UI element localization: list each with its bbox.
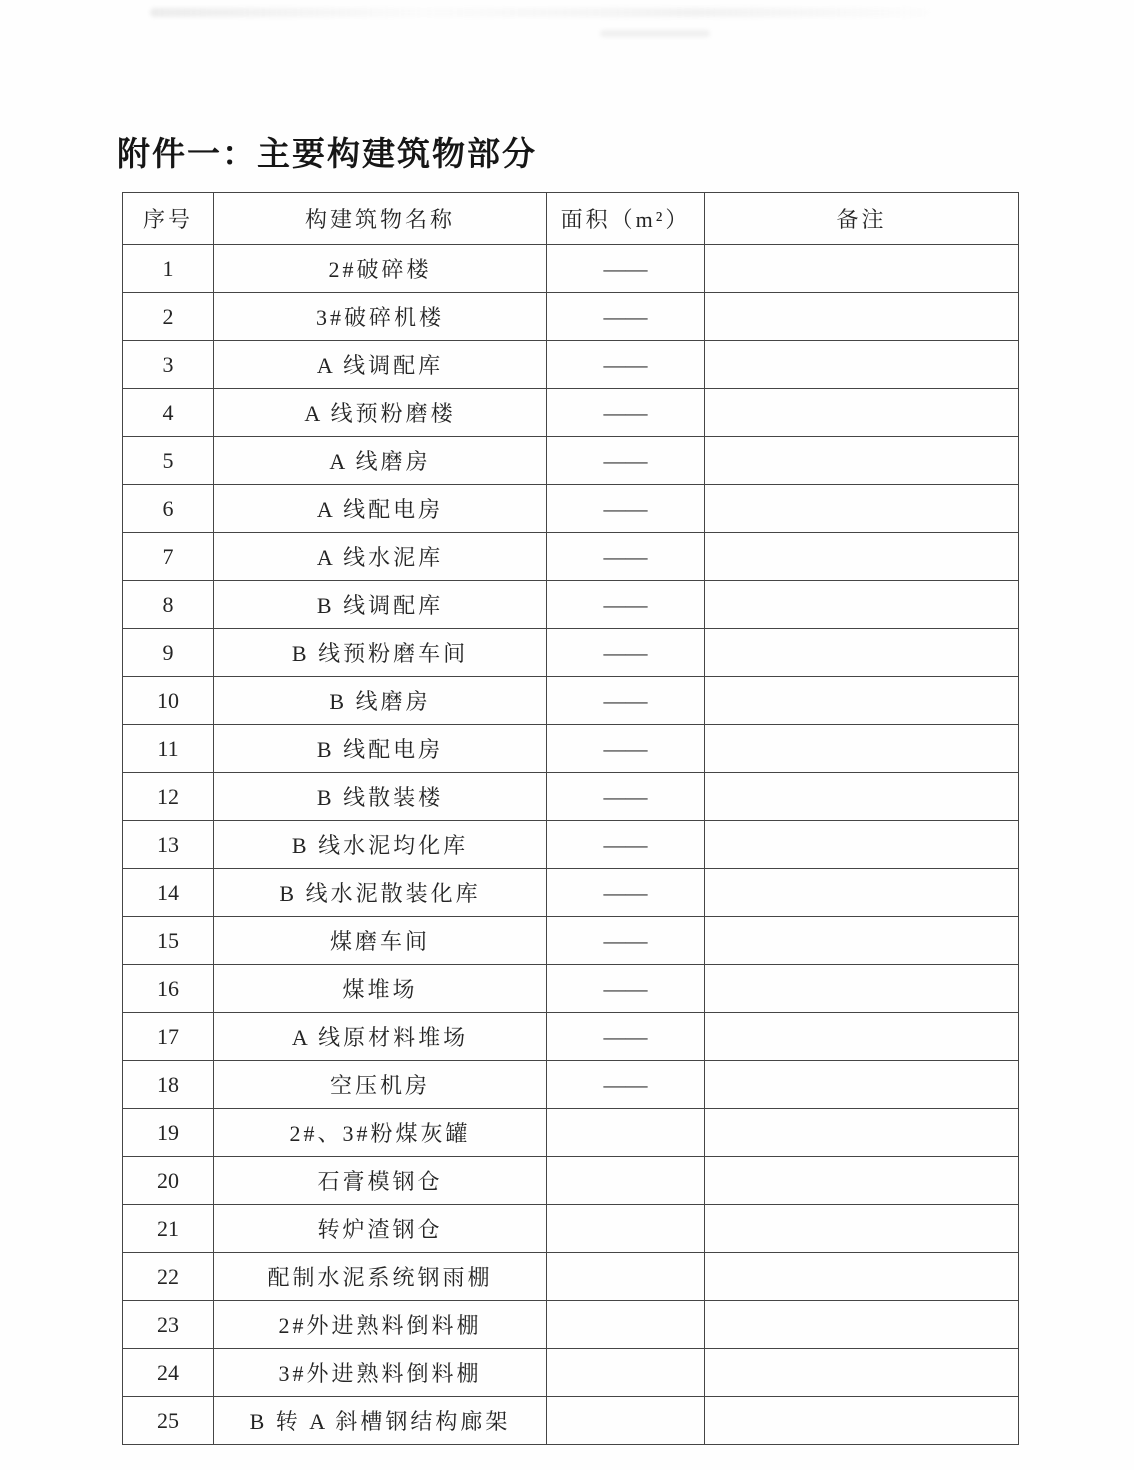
row-name-cell: 石膏模钢仓: [214, 1157, 547, 1205]
row-no-cell: 5: [123, 437, 214, 485]
row-note-cell: [705, 869, 1019, 917]
row-note-cell: [705, 821, 1019, 869]
row-name-cell: A 线水泥库: [214, 533, 547, 581]
table-row: [123, 1061, 1019, 1109]
row-area-cell: ——: [547, 773, 705, 821]
table-row: [123, 1349, 1019, 1397]
row-no-cell: 19: [123, 1109, 214, 1157]
scan-artifact: [150, 8, 930, 17]
row-area-cell: ——: [547, 1061, 705, 1109]
row-note-cell: [705, 533, 1019, 581]
table-row: [123, 341, 1019, 389]
row-no-cell: 11: [123, 725, 214, 773]
scan-artifact: [600, 30, 710, 37]
row-area-cell: ——: [547, 677, 705, 725]
row-name-cell: 3#外进熟料倒料棚: [214, 1349, 547, 1397]
row-note-cell: [705, 1253, 1019, 1301]
row-no-cell: 13: [123, 821, 214, 869]
row-note-cell: [705, 629, 1019, 677]
row-area-cell: [547, 1109, 705, 1157]
header-cell-no: 序号: [123, 193, 214, 245]
table-row: [123, 245, 1019, 293]
header-cell-note: 备注: [705, 193, 1019, 245]
row-area-cell: ——: [547, 725, 705, 773]
row-note-cell: [705, 245, 1019, 293]
row-area-cell: [547, 1301, 705, 1349]
row-name-cell: A 线预粉磨楼: [214, 389, 547, 437]
row-area-cell: ——: [547, 485, 705, 533]
table-body: [123, 245, 1019, 1445]
header-cell-area: 面积（m²）: [547, 193, 705, 245]
row-area-cell: [547, 1397, 705, 1445]
table-row: [123, 1205, 1019, 1253]
row-area-cell: ——: [547, 245, 705, 293]
table-row: [123, 293, 1019, 341]
table-row: [123, 725, 1019, 773]
row-area-cell: ——: [547, 821, 705, 869]
row-no-cell: 16: [123, 965, 214, 1013]
header-cell-name: 构建筑物名称: [214, 193, 547, 245]
row-no-cell: 14: [123, 869, 214, 917]
table-row: [123, 1013, 1019, 1061]
table-row: [123, 677, 1019, 725]
row-no-cell: 10: [123, 677, 214, 725]
row-name-cell: 空压机房: [214, 1061, 547, 1109]
row-name-cell: 转炉渣钢仓: [214, 1205, 547, 1253]
row-name-cell: B 转 A 斜槽钢结构廊架: [214, 1397, 547, 1445]
row-name-cell: 3#破碎机楼: [214, 293, 547, 341]
table-row: [123, 581, 1019, 629]
row-area-cell: ——: [547, 629, 705, 677]
row-name-cell: A 线原材料堆场: [214, 1013, 547, 1061]
row-note-cell: [705, 677, 1019, 725]
row-area-cell: ——: [547, 293, 705, 341]
row-note-cell: [705, 1349, 1019, 1397]
table-row: [123, 533, 1019, 581]
row-note-cell: [705, 1109, 1019, 1157]
row-note-cell: [705, 1157, 1019, 1205]
row-area-cell: [547, 1157, 705, 1205]
table-row: [123, 1397, 1019, 1445]
row-name-cell: A 线磨房: [214, 437, 547, 485]
row-no-cell: 21: [123, 1205, 214, 1253]
table-row: [123, 1301, 1019, 1349]
row-no-cell: 2: [123, 293, 214, 341]
table-row: [123, 629, 1019, 677]
row-note-cell: [705, 293, 1019, 341]
row-note-cell: [705, 437, 1019, 485]
row-no-cell: 20: [123, 1157, 214, 1205]
row-name-cell: A 线配电房: [214, 485, 547, 533]
row-area-cell: ——: [547, 917, 705, 965]
row-note-cell: [705, 965, 1019, 1013]
row-no-cell: 17: [123, 1013, 214, 1061]
row-no-cell: 8: [123, 581, 214, 629]
row-note-cell: [705, 773, 1019, 821]
row-name-cell: 2#外进熟料倒料棚: [214, 1301, 547, 1349]
table-row: [123, 1109, 1019, 1157]
row-area-cell: ——: [547, 965, 705, 1013]
row-name-cell: B 线散装楼: [214, 773, 547, 821]
row-no-cell: 18: [123, 1061, 214, 1109]
row-name-cell: B 线调配库: [214, 581, 547, 629]
row-note-cell: [705, 917, 1019, 965]
row-name-cell: B 线水泥散装化库: [214, 869, 547, 917]
row-area-cell: ——: [547, 533, 705, 581]
table-row: [123, 437, 1019, 485]
row-area-cell: ——: [547, 581, 705, 629]
table-row: [123, 389, 1019, 437]
row-area-cell: [547, 1349, 705, 1397]
row-note-cell: [705, 1061, 1019, 1109]
row-name-cell: A 线调配库: [214, 341, 547, 389]
table-row: [123, 1157, 1019, 1205]
row-no-cell: 7: [123, 533, 214, 581]
row-no-cell: 6: [123, 485, 214, 533]
row-note-cell: [705, 1013, 1019, 1061]
row-no-cell: 12: [123, 773, 214, 821]
table-row: [123, 917, 1019, 965]
row-note-cell: [705, 485, 1019, 533]
page-title: 附件一：主要构建筑物部分: [117, 137, 537, 173]
row-area-cell: ——: [547, 389, 705, 437]
table-row: [123, 485, 1019, 533]
row-name-cell: B 线配电房: [214, 725, 547, 773]
row-area-cell: ——: [547, 437, 705, 485]
row-no-cell: 25: [123, 1397, 214, 1445]
table-row: [123, 773, 1019, 821]
row-no-cell: 15: [123, 917, 214, 965]
header-row: [123, 193, 1019, 245]
row-note-cell: [705, 1205, 1019, 1253]
row-no-cell: 3: [123, 341, 214, 389]
row-no-cell: 23: [123, 1301, 214, 1349]
row-name-cell: 2#破碎楼: [214, 245, 547, 293]
row-note-cell: [705, 725, 1019, 773]
row-note-cell: [705, 581, 1019, 629]
row-no-cell: 24: [123, 1349, 214, 1397]
table-header: [123, 193, 1019, 245]
row-area-cell: [547, 1205, 705, 1253]
row-area-cell: ——: [547, 869, 705, 917]
row-area-cell: [547, 1253, 705, 1301]
row-area-cell: ——: [547, 1013, 705, 1061]
row-name-cell: 煤磨车间: [214, 917, 547, 965]
row-note-cell: [705, 1301, 1019, 1349]
row-no-cell: 1: [123, 245, 214, 293]
row-name-cell: B 线水泥均化库: [214, 821, 547, 869]
row-no-cell: 4: [123, 389, 214, 437]
table-row: [123, 869, 1019, 917]
buildings-table: [122, 192, 1019, 1445]
row-name-cell: 配制水泥系统钢雨棚: [214, 1253, 547, 1301]
table-row: [123, 965, 1019, 1013]
row-note-cell: [705, 1397, 1019, 1445]
table-row: [123, 821, 1019, 869]
row-area-cell: ——: [547, 341, 705, 389]
row-name-cell: 煤堆场: [214, 965, 547, 1013]
row-name-cell: 2#、3#粉煤灰罐: [214, 1109, 547, 1157]
row-note-cell: [705, 389, 1019, 437]
row-no-cell: 9: [123, 629, 214, 677]
row-note-cell: [705, 341, 1019, 389]
row-name-cell: B 线磨房: [214, 677, 547, 725]
row-no-cell: 22: [123, 1253, 214, 1301]
row-name-cell: B 线预粉磨车间: [214, 629, 547, 677]
table-row: [123, 1253, 1019, 1301]
